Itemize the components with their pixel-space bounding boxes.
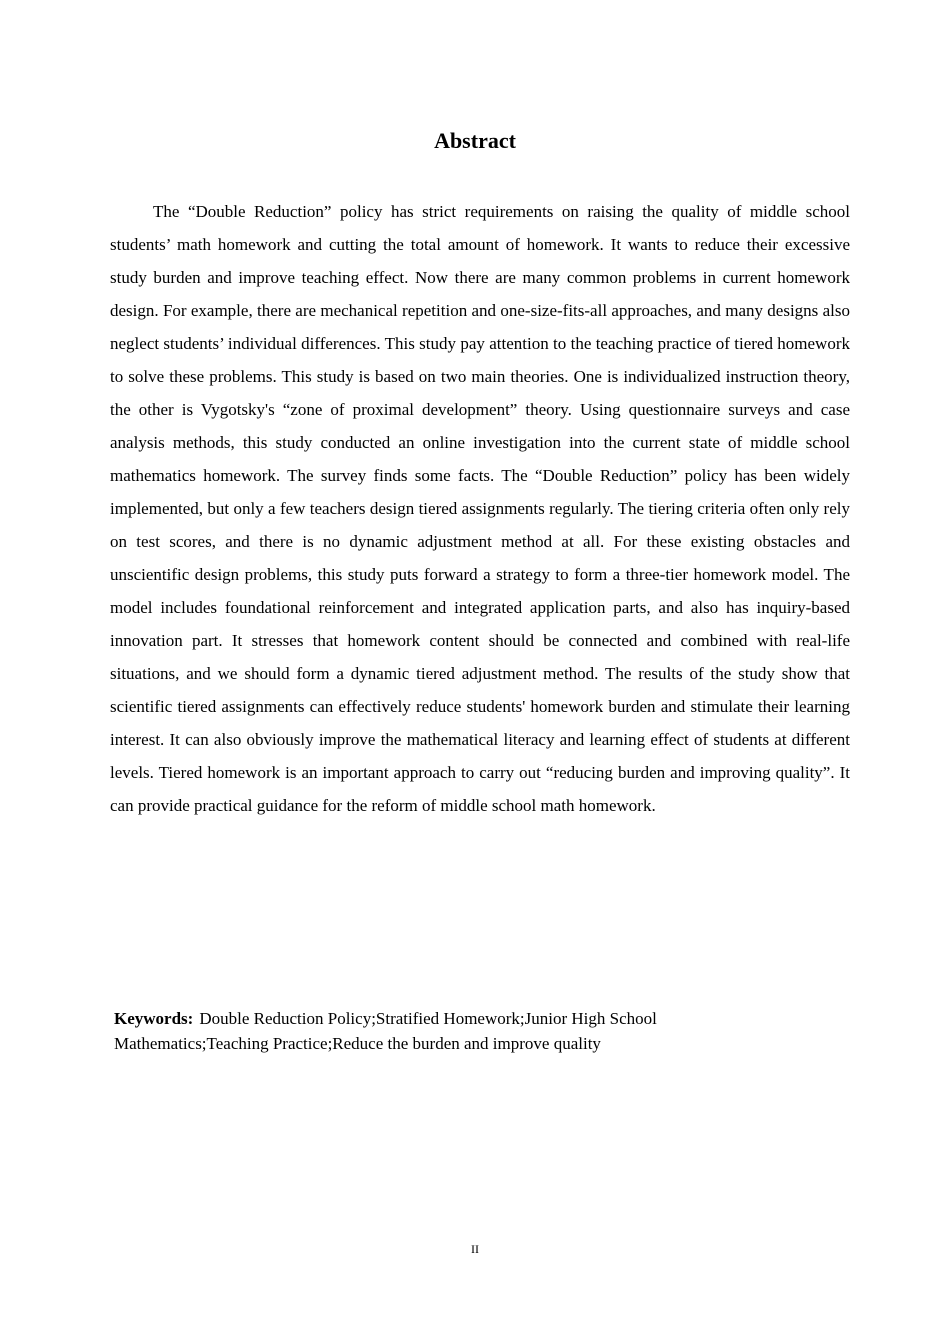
abstract-title: Abstract [434,128,516,153]
keywords-section [114,1006,774,1056]
abstract-paragraph: The “Double Reduction” policy has strict requirements on raising the quality of middle school students’ math homework and cutting the total amount of homework. It wants to reduce their excessive study burden and improve teaching effect. Now there are many common problems in current homework design. For example, there are mechanical repetition and one-size-fits-all approaches, and many designs also neglect students’ individual differences. This study pay attention to the teaching practice of tiered homework to solve these problems. This study is based on two main theories. One is individualized instruction theory, the other is Vygotsky's “zone of proximal development” theory. Using questionnaire surveys and case analysis methods, this study conducted an online investigation into the current state of middle school mathematics homework. The survey finds some facts. The “Double Reduction” policy has been widely implemented, but only a few teachers design tiered assignments regularly. The tiering criteria often only rely on test scores, and there is no dynamic adjustment method at all. For these existing obstacles and unscientific design problems, this study puts forward a strategy to form a three-tier homework model. The model includes foundational reinforcement and integrated application parts, and also has inquiry-based innovation part. It stresses that homework content should be connected and combined with real-life situations, and we should form a dynamic tiered adjustment method. The results of the study show that scientific tiered assignments can effectively reduce students' homework burden and stimulate their learning interest. It can also obviously improve the mathematical literacy and learning effect of students at different levels. Tiered homework is an important approach to carry out “reducing burden and improving quality”. It can provide practical guidance for the reform of middle school math homework. [110,202,850,815]
keywords-list: Double Reduction Policy;Stratified Homework;Junior High School Mathematics;Teaching Practice;Reduce the burden and improve quality [114,1009,657,1053]
page-number: II [471,1242,479,1256]
keywords-label: Keywords: [114,1009,194,1028]
